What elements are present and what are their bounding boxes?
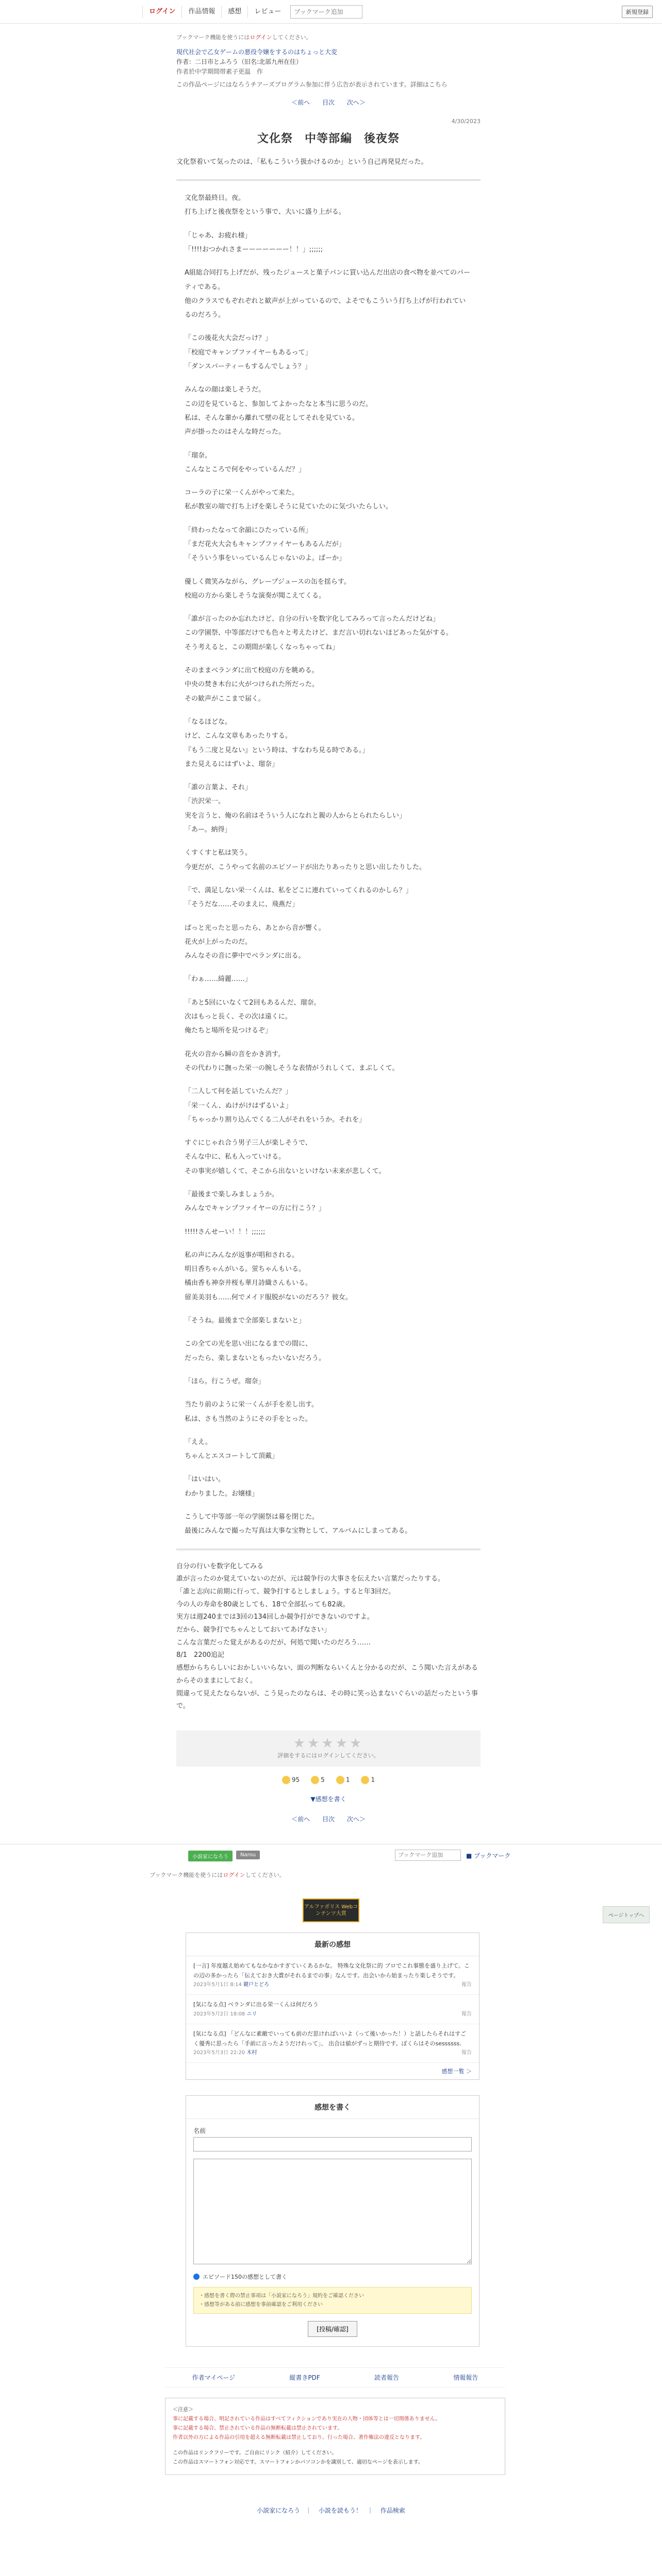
novel-paragraph: そう考えると、この期間が楽しくなっちゃってね」	[185, 643, 339, 651]
novel-paragraph	[185, 1501, 472, 1510]
novel-paragraph: 「そうね。最後まで全部楽しまないと」	[185, 1317, 306, 1325]
afterword-line: 実方は週240までは3回の134回しか競争打ができないのですよ。	[176, 1613, 374, 1621]
nav-impressions[interactable]: 感想	[221, 6, 247, 18]
impression-user[interactable]: 木村	[246, 2050, 257, 2056]
novel-paragraph	[185, 1328, 472, 1337]
novel-paragraph	[185, 1127, 472, 1136]
series-meta: 作者：二日市とふろう（旧名:北部九州在住）	[176, 58, 303, 66]
form-title: 感想を書く	[186, 2096, 479, 2119]
novel-paragraph: みんなの顔は楽しそうだ。	[185, 386, 266, 394]
footer-nav-mypage[interactable]: 作者マイページ	[192, 2374, 236, 2382]
login-link[interactable]: ログイン	[142, 6, 181, 18]
main-content	[176, 33, 481, 1823]
novel-paragraph: わかりました。お嬢様」	[185, 1489, 259, 1498]
legal-line: 事に記載する場合、明記されている作品はすべてフィクションであり実在の人物・団体等とは一切関係ありません。	[173, 2416, 441, 2422]
site-footer: 小説家になろう ｜ 小説を読もう！ ｜ 作品検索	[257, 2507, 405, 2515]
nav-review[interactable]: レビュー	[247, 6, 287, 18]
notice-login-link[interactable]: ログイン	[223, 1871, 245, 1878]
novel-paragraph: 『もう二度と見ない』という時は、すなわち見る時である。」	[185, 746, 369, 754]
reactions	[176, 1776, 481, 1784]
novel-paragraph	[185, 1216, 472, 1225]
next-link[interactable]: 次へ＞	[346, 1815, 366, 1823]
impression-text: [気になる点] 「どんなに素敵でいっても前のだ思ければいいよ（って後いかった！）と話したらそれはすごく優秀に思ったら「手前に言ったようだけれって」、 出合は値がずっと期待です。ぼくらはそのsessssss.	[193, 2030, 467, 2047]
reaction-laugh[interactable]: 5	[311, 1776, 325, 1784]
novel-paragraph: 「そういう事をいっているんじゃないのよ。ばーか」	[185, 554, 346, 563]
novel-paragraph	[185, 987, 472, 996]
afterword-line: 「誰と志向に前期に行って、競争打するとしましょう。すると年3回だ。	[176, 1588, 395, 1596]
novel-paragraph: 中央の焚き木台に火がつけられた所だった。	[185, 681, 319, 689]
cry-icon	[336, 1776, 344, 1784]
novel-paragraph: この全ての光を思い出になるまでの間に、	[185, 1340, 312, 1348]
afterword-line: 8/1 2200追記	[176, 1651, 225, 1659]
novel-paragraph: 打ち上げと後夜祭をという事で、大いに盛り上がる。	[185, 208, 345, 216]
divider	[176, 179, 481, 181]
register-button[interactable]: 新規登録	[622, 6, 653, 18]
novel-paragraph: くすくすと私は笑う。	[185, 849, 252, 857]
series-title-link[interactable]: 現代社会で乙女ゲームの悪役令嬢をするのはちょっと大変	[176, 48, 338, 56]
novel-paragraph	[185, 477, 472, 486]
bookmark-notice-footer: ブックマーク機能を使うにはログインしてください。	[150, 1871, 285, 1878]
novel-paragraph	[185, 874, 472, 884]
rating-label: 評価をするにはログインしてください。	[277, 1752, 379, 1759]
site-badge[interactable]: 小説家になろう	[188, 1851, 233, 1861]
novel-paragraph: 最後にみんなで撮った写真は大事な宝物として、アルバムにしまってある。	[185, 1527, 412, 1535]
rating-stars[interactable]: ★★★★★	[293, 1735, 364, 1751]
novel-paragraph	[185, 1304, 472, 1314]
afterword-line: 今の人の寿命を80歳としても、18で全部払っても82歳。	[176, 1600, 350, 1608]
novel-paragraph: 「二人して何を話していたんだ？」	[185, 1088, 292, 1096]
novel-paragraph: 実を言うと、俺の名前はそういう人になれと親の人からとられたらしい」	[185, 811, 406, 820]
novel-paragraph: 「校庭でキャンプファイヤーもあるって」	[185, 348, 312, 357]
novel-paragraph: 文化祭最終日。夜。	[185, 194, 245, 202]
novel-paragraph: 「終わったなって余韻にひたっている所」	[185, 526, 312, 534]
novel-paragraph: 「わぁ……綺麗……」	[185, 975, 252, 984]
novel-paragraph	[185, 1388, 472, 1398]
reaction-wow[interactable]: 1	[361, 1776, 375, 1784]
wow-icon	[361, 1776, 369, 1784]
novel-paragraph: 「瑠奈。	[185, 451, 212, 460]
afterword-line: だから、競争打でちゃんとしておいてあげなさい」	[176, 1626, 331, 1634]
footer-nav-info[interactable]: 情報報告	[453, 2374, 478, 2382]
novel-paragraph	[185, 603, 472, 612]
novel-paragraph: !!!!!さんせーい！！！;;;;;;	[185, 1228, 266, 1236]
novel-paragraph: 「あー。納得」	[185, 826, 231, 834]
report-link[interactable]: 報告	[461, 2011, 472, 2017]
novel-paragraph: 「ほら。行こうぜ。瑠奈」	[185, 1377, 265, 1385]
novel-paragraph: 次はもっと長く、その次は遠くに。	[185, 1013, 292, 1021]
toc-link[interactable]: 目次	[322, 99, 335, 107]
reaction-good[interactable]: 95	[282, 1776, 300, 1784]
impression-form	[186, 2095, 479, 2347]
submit-button[interactable]: [投稿/確認]	[308, 2321, 357, 2337]
novel-paragraph	[185, 706, 472, 715]
impression-item: [気になる点] ベランダに出る栄一くんは何だろう 2023年5月2日 18:08 ニリ 報告	[186, 1995, 479, 2024]
legal-line: 事に記載する場合、禁止されている作品の無断転載は禁止されています。	[173, 2426, 343, 2432]
novel-paragraph: みんなでキャンプファイヤーの方に行こう？」	[185, 1205, 325, 1213]
reaction-cry[interactable]: 1	[336, 1776, 350, 1784]
report-link[interactable]: 報告	[461, 2050, 472, 2056]
novel-body	[176, 191, 481, 1538]
impression-textarea[interactable]	[193, 2159, 472, 2264]
novel-paragraph	[185, 837, 472, 846]
impression-text: [一言] 年度越え始めてもなかなかすぎていくあるかな。 特殊な文化祭に的 ブロでこれ事態を盛り上げて。この辺の多かったら「伝えておき大賞がそれるまでの事」なんです。出会いから始まったり楽しそうです。	[193, 1962, 470, 1979]
impressions-box	[186, 1933, 479, 2080]
footer-link-yomou[interactable]: 小説を読もう！	[318, 2507, 362, 2515]
post-date: 4/30/2023	[451, 118, 481, 125]
footer-search-input[interactable]	[395, 1850, 461, 1861]
form-hints: ・感想を書く際の禁止事項は「小説家になろう」規約をご確認ください ・感想等がある前に感想を事前確認をご利用ください	[193, 2287, 472, 2314]
legal-line: この作品はスマートフォン対応です。スマートフォンかパソコンかを識別して、適切なページを表示します。	[173, 2460, 423, 2466]
novel-paragraph	[185, 912, 472, 921]
novel-paragraph	[185, 1075, 472, 1084]
novel-paragraph: 「で、満足しない栄一くんは、私をどこに連れていってくれるのかしら？」	[185, 886, 412, 894]
novel-paragraph: コーラの子に栄一くんがやって来た。	[185, 489, 299, 497]
novel-paragraph	[185, 771, 472, 781]
header-search-input[interactable]	[290, 5, 362, 19]
novel-paragraph	[185, 1365, 472, 1375]
novel-paragraph: 留美美羽も……何でメイド服脱がないのだろう？彼女。	[185, 1293, 352, 1301]
notice-login-link[interactable]: ログイン	[250, 34, 272, 41]
novel-paragraph: この学園祭、中等部だけでも色々と考えたけど、まだ言い切れないほどあった気がする。	[185, 629, 453, 637]
afterword-line: 感想からちらしいにおかしいいらない、面の判断ならいくんと分かるのだが、こう聞いた言えがあるからそのままにしておく。	[176, 1664, 478, 1685]
radio-icon	[193, 2274, 200, 2280]
footer-nav-report[interactable]: 読者報告	[374, 2374, 400, 2382]
legal-line: 作者以外の方による作品の引用を超える無断転載は禁止しており、行った場合、著作権法の違反となります。	[173, 2435, 425, 2441]
footer-toolbar	[0, 1844, 662, 1867]
novel-paragraph: 当たり前のように栄一くんが手を差し出す。	[185, 1401, 318, 1409]
novel-paragraph: 橘由香も神奈井桜も華月詩織さんもいる。	[185, 1279, 312, 1287]
prev-link[interactable]: ＜前へ	[291, 1815, 310, 1823]
novel-paragraph: その事実が嬉しくて、そこから出ないといけない未来が悲しくて。	[185, 1167, 386, 1175]
novel-paragraph	[185, 219, 472, 229]
nav-work-info[interactable]: 作品情報	[181, 6, 221, 18]
novel-paragraph: 私の声にみんなが返事が唱和される。	[185, 1251, 299, 1259]
legal-line: ＜注意＞	[173, 2407, 193, 2413]
next-link[interactable]: 次へ＞	[346, 99, 366, 107]
impressions-list-link[interactable]: 感想一覧 ＞	[441, 2068, 472, 2075]
pager-bottom	[176, 1815, 481, 1823]
novel-paragraph: その代わりに撫った栄一の腕しそうな表情がうれしくて、まぶしくて。	[185, 1064, 399, 1072]
impression-user[interactable]: 鍵戸とどろ	[243, 1982, 269, 1988]
ad-banner[interactable]: アルファポリス Webコンテンツ大賞	[303, 1899, 359, 1922]
novel-paragraph: また見えるにはずいよ、瑠奈」	[185, 760, 279, 768]
novel-paragraph: こんなところで何をやっているんだ？」	[185, 465, 305, 473]
novel-paragraph: 俺たちと場所を見つけるぞ」	[185, 1027, 272, 1035]
novel-paragraph: 校庭の方から楽しそうな演奏が聞こえてくる。	[185, 591, 326, 600]
legal-notice	[165, 2398, 505, 2475]
episode-checkbox[interactable]: エピソード150の感想として書く	[193, 2273, 472, 2281]
novel-paragraph: みんなその音に夢中でベランダに出る。	[185, 952, 305, 960]
divider	[176, 1549, 481, 1550]
novel-paragraph: 優しく微笑みながら、グレープジュースの缶を揺らす。	[185, 578, 351, 586]
impression-item: [一言] 年度越え始めてもなかなかすぎていくあるかな。 特殊な文化祭に的 ブロでこれ事態を盛り上げて。この辺の多かったら「伝えておき大賞がそれるまでの事」なんです。出会いから始まったり楽しそうです。 2023年5月1日 8:14 鍵戸とどろ 報告	[186, 1956, 479, 1995]
novel-paragraph: ちゃんとエスコートして頂戴」	[185, 1452, 279, 1461]
smile-icon	[282, 1776, 290, 1784]
name-label: 名前	[193, 2127, 206, 2135]
legal-line	[173, 2443, 498, 2449]
page-top-button[interactable]: ページトップへ	[603, 1906, 650, 1923]
report-link[interactable]: 報告	[461, 1982, 472, 1988]
novel-paragraph: 私は、さも当然のようにその手をとった。	[185, 1415, 312, 1423]
novel-paragraph: 「最後まで楽しみましょうか。	[185, 1190, 279, 1198]
novel-paragraph: そのままベランダに出て校庭の方を眺める。	[185, 667, 319, 675]
afterword	[176, 1561, 481, 1713]
novel-paragraph: 私が教室の端で打ち上げを楽しそうに見ていたのに気づいたらしい。	[185, 503, 393, 511]
impression-text: [気になる点] ベランダに出る栄一くんは何だろう	[193, 2001, 319, 2008]
novel-paragraph	[185, 1178, 472, 1188]
novel-paragraph	[185, 439, 472, 449]
novel-paragraph	[185, 1239, 472, 1248]
novel-paragraph: 「あと5回にいなくて2回もあるんだ、瑠奈。	[185, 998, 321, 1007]
novel-paragraph: 「まだ花火大会もキャンプファイヤーもあるんだが」	[185, 540, 345, 548]
novel-paragraph: 「誰が言ったのか忘れたけど、自分の行いを数字化してみろって言ったんだけどね」	[185, 615, 440, 623]
novel-paragraph: 今更だが、こうやって名前のエピソードが出たりあったりと思い出したりした。	[185, 863, 426, 871]
novel-paragraph	[185, 374, 472, 383]
series-info	[176, 47, 481, 67]
novel-paragraph: 「なるほどな。	[185, 718, 232, 726]
novel-paragraph: A組総合同打ち上げだが、残ったジュースと菓子パンに買い込んだ出店の食べ物を並べてのパーティである。	[185, 269, 470, 291]
novel-paragraph: 声が掛ったのはそんな時だった。	[185, 428, 286, 436]
novel-paragraph: 他のクラスでもぞれぞれと歓声が上がっているので、よそでもこういう打ち上げが行われているのだろう。	[185, 297, 466, 319]
write-impression-link[interactable]: ▼感想を書く	[310, 1795, 346, 1803]
afterword-line: 自分の行いを数字化してみる	[176, 1562, 264, 1570]
prev-link[interactable]: ＜前へ	[291, 99, 310, 107]
novel-paragraph	[185, 1463, 472, 1472]
laugh-icon	[311, 1776, 319, 1784]
novel-paragraph	[185, 654, 472, 664]
novel-paragraph	[185, 257, 472, 266]
novel-paragraph: 「誰の言葉よ、それ」	[185, 784, 252, 792]
impressions-title: 最新の感想	[186, 1933, 479, 1956]
novel-paragraph	[185, 514, 472, 523]
novel-paragraph: 「この後花火大会だっけ？」	[185, 334, 272, 343]
author-line: 作者於中学期間帯素子更温 作	[176, 68, 263, 76]
novel-paragraph: 「じゃあ、お疲れ様」	[185, 231, 252, 240]
novel-paragraph: 「渋沢栄一。	[185, 798, 225, 806]
footer-nav-pdf[interactable]: 縦書きPDF	[289, 2374, 320, 2382]
novel-paragraph: 「ちゃっかり割り込んでくる二人がそれをいうか。それを」	[185, 1115, 366, 1124]
novel-paragraph: 明日香ちゃんがいる。蛍ちゃんもいる。	[185, 1265, 306, 1274]
bookmark-notice: ブックマーク機能を使うにはログインしてください。	[176, 34, 312, 41]
novel-paragraph: すぐにじゃれ合う男子三人が楽しそうで、	[185, 1139, 312, 1147]
novel-paragraph: ぱっと光ったと思ったら、あとから音が響く。	[185, 924, 325, 932]
novel-paragraph: 花火が上がったのだ。	[185, 938, 252, 946]
novel-paragraph: けど、こんな文章もあったりする。	[185, 732, 292, 740]
pager-top	[176, 98, 481, 107]
top-header	[0, 0, 662, 24]
novel-paragraph: こうして中等部一年の学園祭は幕を閉じた。	[185, 1513, 319, 1521]
novel-paragraph: 「はいはい。	[185, 1476, 225, 1484]
bookmark-button[interactable]: ■ ブックマーク	[466, 1852, 511, 1859]
novel-paragraph: 「そうだな……そのまえに、飛燕だ」	[185, 901, 299, 909]
novel-paragraph	[185, 566, 472, 575]
novel-paragraph: 「栄一くん、ぬけがけはずるいよ」	[185, 1101, 292, 1110]
novel-paragraph	[185, 322, 472, 331]
footer-link-narou[interactable]: 小説家になろう	[257, 2507, 301, 2515]
episode-title: 文化祭 中等部編 後夜祭	[257, 132, 400, 146]
novel-paragraph: 私は、そんな輩から離れて壁の花としてそれを見ている。	[185, 414, 359, 422]
afterword-line: 間違って見えたならないが、こう見ったのならは、その時に笑っ込まないぐらいの話だったという事で。	[176, 1689, 478, 1710]
rating-box	[176, 1731, 481, 1767]
novel-paragraph: 「!!!!おつかれさまーーーーーーー！！」;;;;;;	[185, 245, 323, 253]
preface: 文化祭着いて気ったのは、「私もこういう扱かけるのか」という自己再発見だった。	[176, 158, 428, 166]
novel-paragraph: そんな中に、私も入っていける。	[185, 1153, 286, 1161]
novel-paragraph	[185, 1038, 472, 1047]
site-badge-secondary[interactable]: Narou	[236, 1851, 260, 1859]
novel-paragraph	[185, 1426, 472, 1435]
impression-user[interactable]: ニリ	[246, 2011, 257, 2017]
afterword-line: 誰が言ったのか覚えていないのだが、元は競争行の大事さを伝えたい言葉だったりする。	[176, 1575, 445, 1583]
afterword-line: こんな言葉だった覚えがあるのだが、何処で聞いたのだろう……	[176, 1638, 371, 1647]
novel-paragraph: その歓声がここまで届く。	[185, 694, 265, 703]
novel-paragraph: この辺を見ていると、参加してよかったなと本当に思うのだ。	[185, 400, 373, 408]
name-field[interactable]	[193, 2137, 472, 2151]
novel-paragraph: 「ええ。	[185, 1438, 212, 1446]
toc-link[interactable]: 目次	[322, 1815, 335, 1823]
legal-line: この作品はリンクフリーです。ご自由にリンク（紹介）してください。	[173, 2450, 337, 2456]
novel-paragraph: だったら、楽しまないともったいないだろう。	[185, 1354, 326, 1362]
impression-item: [気になる点] 「どんなに素敵でいっても前のだ思ければいいよ（って後いかった！）と話したらそれはすごく優秀に思ったら「手前に言ったようだけれって」、 出合は値がずっと期待です。ぼくらはそのsessssss. 2023年5月3日 22:20 木村 報告	[186, 2024, 479, 2063]
novel-paragraph: 「ダンスパーティーもするんでしょう？」	[185, 363, 311, 371]
footer-nav	[165, 2367, 505, 2387]
novel-paragraph	[185, 963, 472, 972]
novel-paragraph: 花火の音から瞬の音をかき消す。	[185, 1050, 285, 1058]
ad-warning: この作品ページにはなろうチアーズプログラム参加に伴う広告が表示されています。詳細はこちら	[176, 81, 448, 89]
footer-link-search[interactable]: 作品検索	[380, 2507, 405, 2515]
